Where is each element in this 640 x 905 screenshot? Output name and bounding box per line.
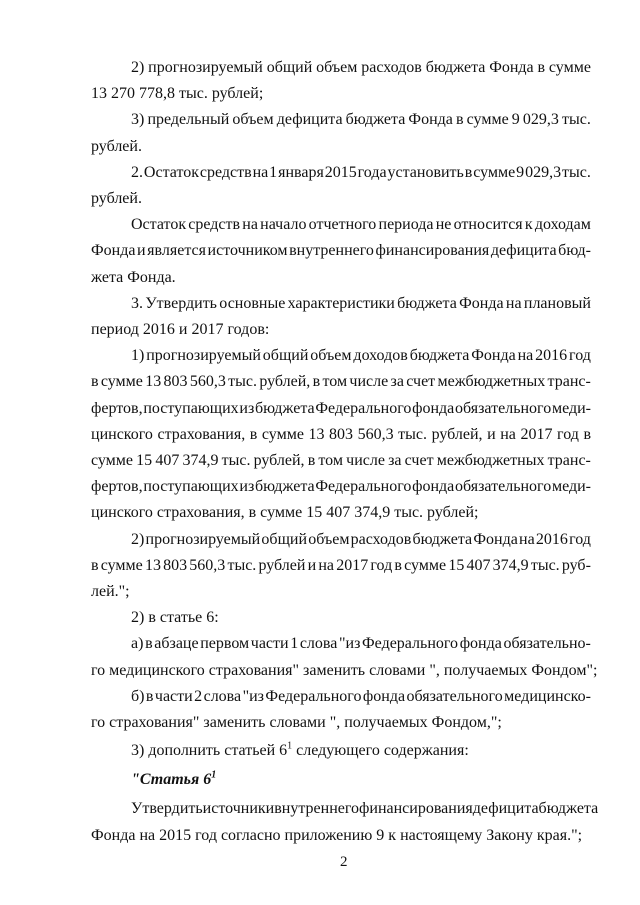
article-title-sup: 1 xyxy=(211,769,217,781)
page-number: 2 xyxy=(340,854,348,870)
text-line: цинского страхования, в сумме 15 407 374,9 тыс. рублей; xyxy=(91,504,479,522)
text-line: 2) прогнозируемый общий объем расходов бюджета Фонда на 2016 год xyxy=(131,530,591,548)
text-line: лей."; xyxy=(91,583,130,600)
text-line: Фонда на 2015 год согласно приложению 9 к настоящему Закону края."; xyxy=(91,826,583,844)
add-article-sup: 1 xyxy=(287,740,293,752)
text-line: сумме 15 407 374,9 тыс. рублей, в том числе за счет межбюджетных транс- xyxy=(91,452,591,469)
text-line: фертов, поступающих из бюджета Федерального фонда обязательного меди- xyxy=(91,399,591,417)
text-line: 13 270 778,8 тыс. рублей; xyxy=(91,85,264,103)
text-line: го медицинского страхования" заменить словами ", получаемых Фондом"; xyxy=(91,661,598,679)
text-line: период 2016 и 2017 годов: xyxy=(91,321,270,338)
article-heading xyxy=(131,770,216,790)
text-line: 2. Остаток средств на 1 января 2015 года установить в сумме 9 029,3 тыс. xyxy=(131,163,591,181)
text-line: а) в абзаце первом части 1 слова "из Федерального фонда обязательно- xyxy=(131,635,591,653)
text-line: Фонда и является источником внутреннего финансирования дефицита бюд- xyxy=(91,242,591,260)
text-line: 2) прогнозируемый общий объем расходов бюджета Фонда в сумме xyxy=(131,59,591,76)
text-line: 3. Утвердить основные характеристики бюджета Фонда на плановый xyxy=(131,294,591,312)
text-line: 3) предельный объем дефицита бюджета Фонда в сумме 9 029,3 тыс. xyxy=(131,111,591,129)
article-title: Статья 6 xyxy=(139,771,212,788)
text-line: жета Фонда. xyxy=(91,268,176,286)
text-line: го страхования" заменить словами ", получаемых Фондом,"; xyxy=(91,714,502,731)
text-line: фертов, поступающих из бюджета Федерального фонда обязательного меди- xyxy=(91,478,591,496)
text-line: в сумме 13 803 560,3 тыс. рублей, в том числе за счет межбюджетных транс- xyxy=(91,373,591,391)
text-line: рублей. xyxy=(91,137,142,155)
text-line: Остаток средств на начало отчетного периода не относится к доходам xyxy=(131,216,591,234)
add-article-text: 3) дополнить статьей 6 xyxy=(131,742,288,759)
text-line: рублей. xyxy=(91,190,142,207)
add-article-line xyxy=(131,741,469,761)
text-line: б) в части 2 слова "из Федерального фонда обязательного медицинско- xyxy=(131,687,591,705)
text-line: цинского страхования, в сумме 13 803 560,3 тыс. рублей, и на 2017 год в xyxy=(91,425,591,443)
text-line: в сумме 13 803 560,3 тыс. рублей и на 2017 год в сумме 15 407 374,9 тыс. руб- xyxy=(91,556,591,574)
article-quote: " xyxy=(131,771,140,788)
text-line: 1) прогнозируемый общий объем доходов бюджета Фонда на 2016 год xyxy=(131,347,591,365)
text-line: Утвердить источники внутреннего финансирования дефицита бюджета xyxy=(131,800,599,817)
text-line: 2) в статье 6: xyxy=(131,609,219,627)
add-article-text-end: следующего содержания: xyxy=(292,742,469,759)
